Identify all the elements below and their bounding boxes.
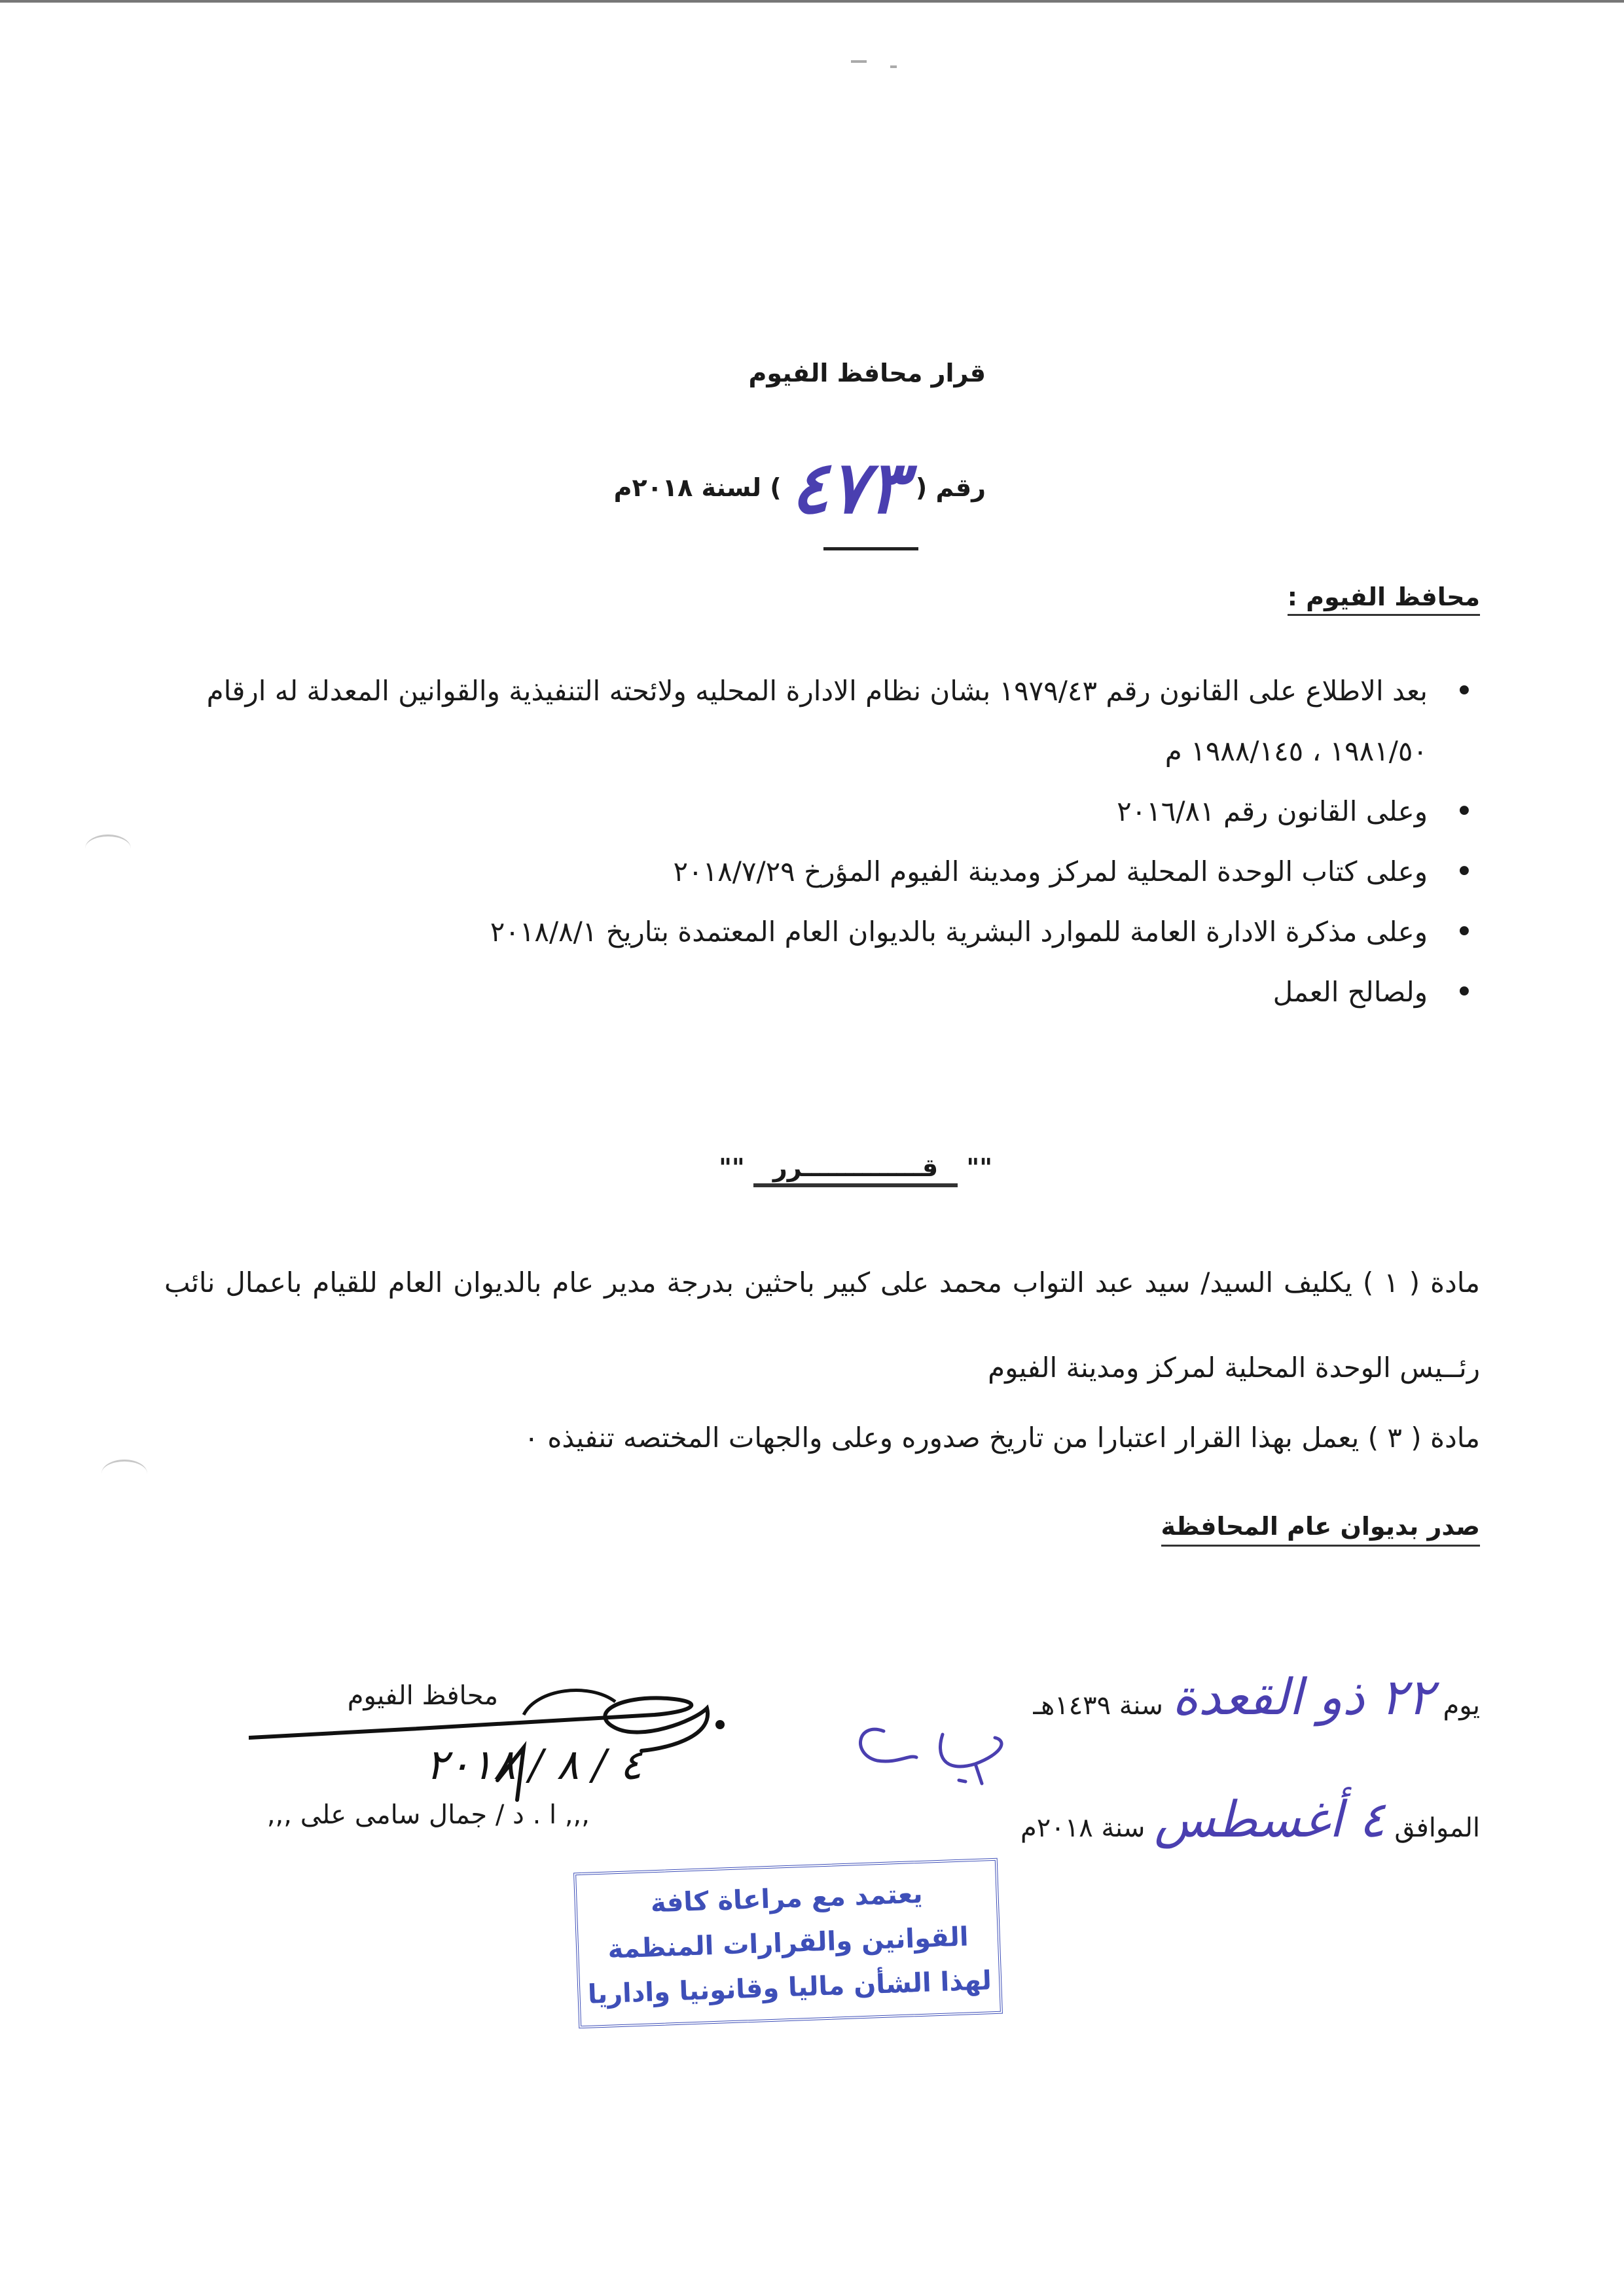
page-top-border [0, 0, 1624, 3]
hijri-suffix: سنة ١٤٣٩هـ [1033, 1691, 1163, 1721]
scan-speck [851, 60, 867, 63]
hijri-prefix: يوم [1443, 1691, 1480, 1721]
signature-date-handwritten: ٤ / ٨ / ٢٠١٨ [425, 1741, 642, 1789]
number-suffix: ) لسنة ٢٠١٨م [613, 473, 782, 502]
punch-hole-mark [101, 1460, 147, 1488]
issued-at: صدر بديوان عام المحافظة [1161, 1512, 1480, 1547]
preamble-item: • وعلى القانون رقم ٢٠١٦/٨١ [118, 781, 1428, 842]
decided-word: قــــــــــــــرر [753, 1153, 958, 1187]
gregorian-date [1020, 1790, 1480, 1848]
greg-handwritten: ٤ أغسطس [1154, 1790, 1386, 1848]
greg-suffix: سنة ٢٠١٨م [1020, 1813, 1146, 1843]
signatory-name: ,,, ا . د / جمال سامى على ,,, [266, 1800, 590, 1830]
preamble-item: • بعد الاطلاع على القانون رقم ١٩٧٩/٤٣ بشان نظام الادارة المحليه ولائحته التنفيذية والقوانين المعدلة له ارقام ١٩٨١/٥٠ ، ١٩٨٨/١٤٥ م [118, 661, 1428, 781]
preamble-item: • وعلى كتاب الوحدة المحلية لمركز ومدينة الفيوم المؤرخ ٢٠١٨/٧/٢٩ [118, 842, 1428, 902]
greg-prefix: الموافق [1394, 1813, 1480, 1843]
approval-stamp [573, 1858, 1003, 2028]
stamp-line: يعتمد مع مراعاة كافة [650, 1878, 924, 1919]
stamp-line: لهذا الشأن ماليا وقانونيا واداريا [587, 1965, 992, 2010]
decided-heading [719, 1153, 992, 1182]
preamble-item: • ولصالح العمل [118, 962, 1428, 1022]
hijri-handwritten: ٢٢ ذو القعدة [1172, 1668, 1434, 1726]
number-underline [823, 547, 918, 550]
decided-close-quotes: "" [719, 1153, 745, 1182]
handwritten-initials [844, 1702, 1015, 1787]
governor-label: محافظ الفيوم : [1288, 583, 1480, 616]
preamble-item: • وعلى مذكرة الادارة العامة للموارد البشرية بالديوان العام المعتمدة بتاريخ ٢٠١٨/٨/١ [118, 902, 1428, 962]
stamp-line: القوانين والقرارات المنظمة [607, 1922, 969, 1965]
scan-speck [890, 65, 897, 68]
hijri-date [1033, 1668, 1480, 1726]
signatory-title: محافظ الفيوم [347, 1681, 498, 1711]
preamble-list [118, 661, 1428, 1022]
article-3: مادة ( ٣ ) يعمل بهذا القرار اعتبارا من تاريخ صدوره وعلى والجهات المختصه تنفيذه ٠ [524, 1422, 1480, 1454]
decided-open-quotes: "" [966, 1153, 992, 1182]
decree-title: قرار محافظ الفيوم [748, 359, 986, 387]
number-prefix: رقم ( [915, 473, 986, 502]
decree-number-line [613, 445, 986, 529]
decree-number-handwritten: ٤٧٣ [790, 445, 907, 529]
article-1: مادة ( ١ ) يكليف السيد/ سيد عبد التواب محمد على كبير باحثين بدرجة مدير عام بالديوان العام للقيام باعمال نائب رئــيس الوحدة المحلية لمركز ومدينة الفيوم [164, 1266, 1481, 1384]
